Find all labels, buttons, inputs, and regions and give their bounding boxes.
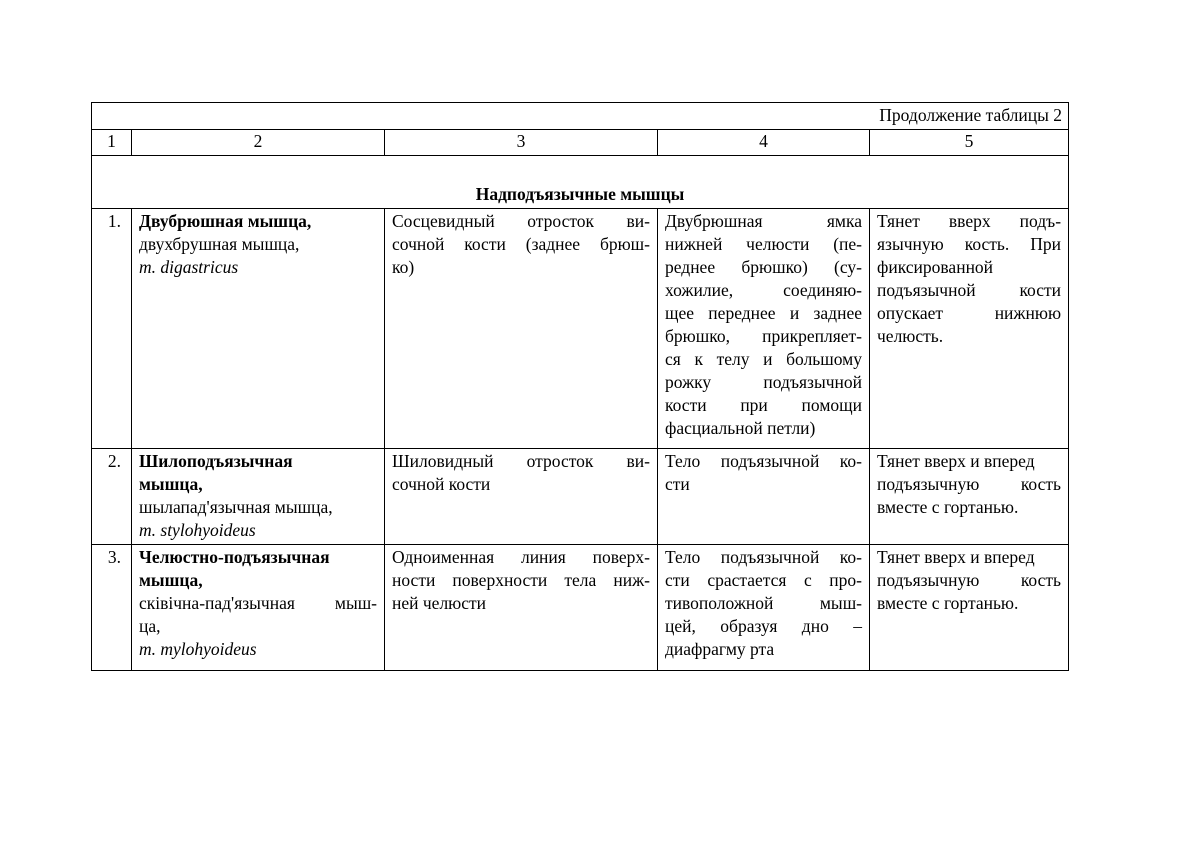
muscle-name-latin: m. mylohyoideus <box>139 639 257 659</box>
origin-line: сочной кости <box>392 474 491 494</box>
insertion-line: сти срастается с про- <box>665 570 862 590</box>
origin-line: сочной кости (заднее брюш- <box>392 234 650 254</box>
column-number-row <box>92 130 1069 156</box>
origin-line: Шиловидный отросток ви- <box>392 451 650 471</box>
muscle-name: Шилоподъязычная <box>139 451 293 471</box>
muscle-name: Челюстно-подъязычная <box>139 547 330 567</box>
muscle-name-latin: m. digastricus <box>139 257 239 277</box>
function-cell <box>870 209 1069 449</box>
origin-line: ней челюсти <box>392 593 487 613</box>
insertion-line: хожилие, соединяю- <box>665 280 862 300</box>
table-row <box>92 545 1069 671</box>
insertion-line: ся к телу и большому <box>665 349 862 369</box>
continuation-row <box>92 103 1069 130</box>
origin-line: ности поверхности тела ниж- <box>392 570 650 590</box>
muscle-name-cell <box>132 545 385 671</box>
muscle-name: мышца, <box>139 570 203 590</box>
muscle-table <box>91 102 1069 671</box>
insertion-line: Тело подъязычной ко- <box>665 547 862 567</box>
insertion-line: фасциальной петли) <box>665 418 816 438</box>
origin-line: Одноименная линия поверх- <box>392 547 650 567</box>
muscle-name: мышца, <box>139 474 203 494</box>
origin-cell <box>385 209 658 449</box>
insertion-line: Двубрюшная ямка <box>665 211 862 231</box>
section-row <box>92 156 1069 209</box>
insertion-line: кости при помощи <box>665 395 862 415</box>
function-cell <box>870 449 1069 545</box>
origin-line: ко) <box>392 257 415 277</box>
insertion-line: сти <box>665 474 690 494</box>
insertion-line: Тело подъязычной ко- <box>665 451 862 471</box>
function-line: Тянет вверх подъ- <box>877 211 1062 231</box>
insertion-line: реднее брюшко) (су- <box>665 257 862 277</box>
function-line: вместе с гортанью. <box>877 593 1019 613</box>
function-line: подъязычную кость <box>877 474 1062 494</box>
document-page <box>91 102 1068 671</box>
function-cell <box>870 545 1069 671</box>
insertion-cell <box>658 449 870 545</box>
insertion-line: диафрагму рта <box>665 639 775 659</box>
origin-cell <box>385 449 658 545</box>
insertion-line: тивоположной мыш- <box>665 593 862 613</box>
column-number: 2 <box>132 130 385 156</box>
muscle-name-alt: двухбрушная мышца, <box>139 234 300 254</box>
insertion-line: рожку подъязычной <box>665 372 862 392</box>
insertion-cell <box>658 545 870 671</box>
row-index: 1. <box>92 209 132 449</box>
insertion-line: цей, образуя дно – <box>665 616 862 636</box>
muscle-name-cell <box>132 209 385 449</box>
muscle-name-alt: ца, <box>139 616 161 636</box>
function-line: фиксированной <box>877 257 994 277</box>
function-line: язычную кость. При <box>877 234 1062 254</box>
insertion-line: щее переднее и заднее <box>665 303 862 323</box>
column-number: 4 <box>658 130 870 156</box>
function-line: подъязычной кости <box>877 280 1062 300</box>
column-number: 3 <box>385 130 658 156</box>
function-line: подъязычную кость <box>877 570 1062 590</box>
muscle-name: Двубрюшная мышца, <box>139 211 312 231</box>
continuation-label: Продолжение таблицы 2 <box>92 103 1069 130</box>
muscle-name-alt: сківічна-пад'язычная мыш- <box>139 593 377 613</box>
function-line: челюсть. <box>877 326 944 346</box>
muscle-name-alt-block <box>139 592 377 638</box>
muscle-name-alt: шылапад'язычная мышца, <box>139 497 333 517</box>
origin-line: Сосцевидный отросток ви- <box>392 211 650 231</box>
muscle-name-cell <box>132 449 385 545</box>
section-title: Надподъязычные мышцы <box>92 156 1069 209</box>
insertion-line: брюшко, прикрепляет- <box>665 326 862 346</box>
insertion-cell <box>658 209 870 449</box>
column-number: 5 <box>870 130 1069 156</box>
row-index: 3. <box>92 545 132 671</box>
table-row <box>92 449 1069 545</box>
muscle-name-latin: m. stylohyoideus <box>139 520 256 540</box>
function-line: опускает нижнюю <box>877 303 1062 323</box>
table-row <box>92 209 1069 449</box>
insertion-line: нижней челюсти (пе- <box>665 234 862 254</box>
row-index: 2. <box>92 449 132 545</box>
function-line: Тянет вверх и вперед <box>877 451 1035 471</box>
origin-cell <box>385 545 658 671</box>
function-line: вместе с гортанью. <box>877 497 1019 517</box>
function-line: Тянет вверх и вперед <box>877 547 1035 567</box>
column-number: 1 <box>92 130 132 156</box>
